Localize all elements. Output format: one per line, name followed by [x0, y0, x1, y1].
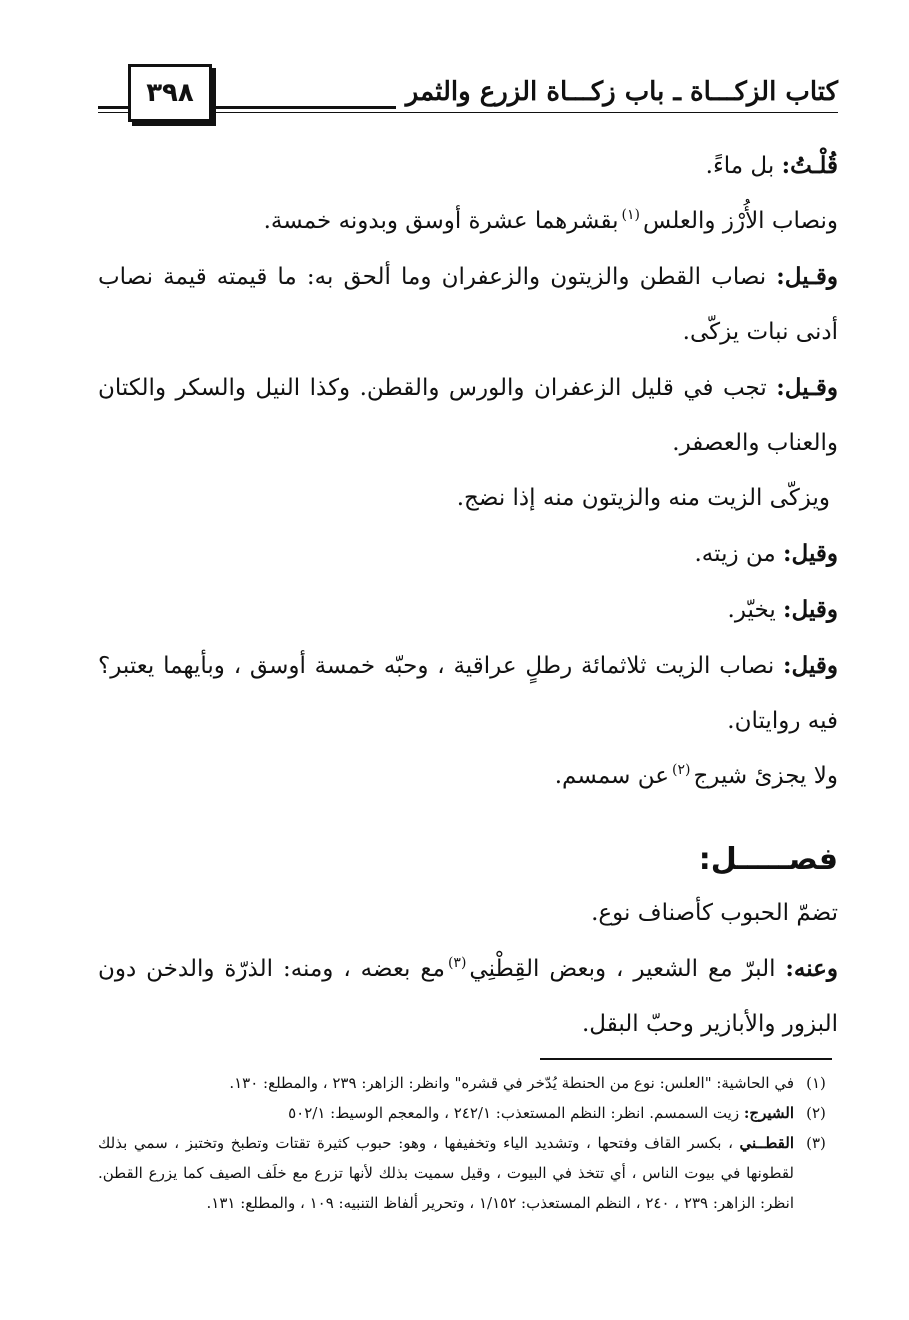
paragraph-8 [98, 638, 838, 749]
footnote-text [98, 1068, 794, 1098]
lead-word: وقـيل: [776, 374, 838, 401]
paragraph-text: ويزكّى الزيت منه والزيتون منه إذا نضج. [456, 485, 830, 511]
footnote-2 [98, 1098, 838, 1128]
page-header [98, 60, 838, 124]
paragraph-text: ولا يجزئ شيرج [693, 763, 838, 789]
paragraph-1 [98, 138, 838, 194]
paragraph-text: تضمّ الحبوب كأصناف نوع. [591, 900, 838, 926]
paragraph-text: من زيته. [694, 541, 784, 567]
paragraph-text: نصاب القطن والزيتون والزعفران وما ألحق به: ما قيمته قيمة نصاب أدنى نبات يزكّى. [98, 264, 838, 345]
lead-word: وقيل: [783, 596, 838, 623]
footnote-text [98, 1128, 794, 1218]
paragraph-5 [98, 471, 838, 526]
footnote-number: (٣) [806, 1134, 826, 1152]
paragraph-7 [98, 582, 838, 638]
footnote-ref-3[interactable]: (٣) [447, 955, 467, 972]
section-heading: فصـــــل: [698, 842, 838, 877]
footnote-body: زيت السمسم. انظر: النظم المستعذب: ٢٤٢/١ ، والمعجم الوسيط: ٥٠٢/١ [288, 1104, 744, 1122]
footnote-text [98, 1098, 794, 1128]
footnote-term: القطــني [739, 1134, 794, 1152]
lead-word: وقيل: [783, 652, 838, 679]
paragraph-text: عن سمسم. [554, 763, 669, 789]
footnote-term: الشيرج: [743, 1104, 794, 1122]
lead-word: وعنه: [785, 955, 838, 982]
paragraph-text: يخيّر. [727, 597, 784, 623]
footnote-separator [540, 1058, 832, 1060]
paragraph-3 [98, 249, 838, 360]
paragraph-text: مع بعضه ، ومنه: الذرّة والدخن دون البزور والأبازير وحبّ البقل. [98, 956, 838, 1037]
footnote-ref-2[interactable]: (٢) [671, 762, 691, 779]
lead-word: قُلْـتُ: [781, 152, 838, 179]
paragraph-text: بقشرهما عشرة أوسق وبدونه خمسة. [263, 208, 619, 234]
footnote-ref-1[interactable]: (١) [621, 207, 640, 224]
paragraph-2 [98, 194, 838, 249]
paragraph-11 [98, 941, 838, 1052]
footnote-1 [98, 1068, 838, 1098]
main-text [98, 138, 838, 1052]
paragraph-text: ونصاب الأُرْز والعلس [643, 208, 838, 234]
paragraph-9 [98, 749, 838, 804]
footnotes [98, 1068, 838, 1218]
page-number: ٣٩٨ [128, 64, 212, 122]
paragraph-text: البرّ مع الشعير ، وبعض القِطْنِي [469, 956, 786, 982]
paragraph-text: نصاب الزيت ثلاثمائة رطلٍ عراقية ، وحبّه خمسة أوسق ، وبأيهما يعتبر؟ فيه روايتان. [98, 653, 838, 734]
paragraph-6 [98, 526, 838, 582]
footnote-3 [98, 1128, 838, 1218]
paragraph-text: تجب في قليل الزعفران والورس والقطن. وكذا النيل والسكر والكتان والعناب والعصفر. [98, 375, 838, 456]
paragraph-10 [98, 886, 838, 941]
paragraph-text: بل ماءً. [705, 153, 782, 179]
footnote-number: (٢) [806, 1104, 826, 1122]
lead-word: وقيل: [783, 540, 838, 567]
lead-word: وقـيل: [776, 263, 838, 290]
paragraph-4 [98, 360, 838, 471]
footnote-number: (١) [806, 1074, 826, 1092]
footnote-body: ، بكسر القاف وفتحها ، وتشديد الياء وتخفيفها ، وهو: حبوب كثيرة تقتات وتطبخ وتختبز ، سمي بذلك لقطونها في بيوت الناس ، أي تتخذ في البيوت ، وقيل سميت بذلك لأنها تزرع مع خلَف الصيف كما يزرع القطن. انظر: الزاهر: ٢٣٩ ، ٢٤٠ ، النظم المستعذب: ١/١٥٢ ، وتحرير ألفاظ التنبيه: ١٠٩ ، والمطلع: ١٣١. [98, 1134, 794, 1212]
footnote-body: في الحاشية: "العلس: نوع من الحنطة يُدّخر في قشره" وانظر: الزاهر: ٢٣٩ ، والمطلع: ١٣٠. [229, 1074, 794, 1092]
running-title: كتاب الزكـــاة ـ باب زكـــاة الزرع والثمر [396, 74, 838, 110]
